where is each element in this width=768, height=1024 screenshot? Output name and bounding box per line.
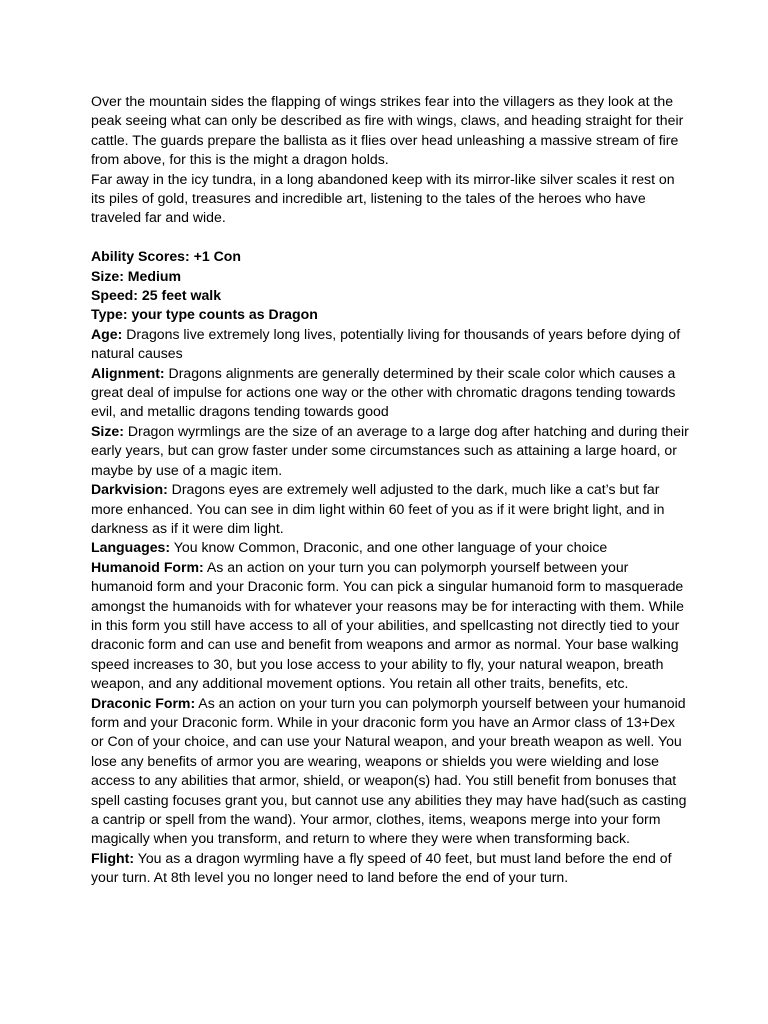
trait-label: Humanoid Form:	[91, 558, 204, 575]
intro-paragraph-2: Far away in the icy tundra, in a long abandoned keep with its mirror-like silver scales it rest on its piles of gold, treasures and incredible art, listening to the tales of the heroes who have traveled far and wide.	[91, 170, 675, 226]
trait-label: Languages:	[91, 539, 171, 556]
blank-line	[91, 228, 691, 247]
trait-label: Alignment:	[91, 364, 165, 381]
trait-languages	[91, 538, 691, 557]
trait-text: Dragons live extremely long lives, potentially living for thousands of years before dying of natural causes	[91, 325, 681, 362]
trait-size	[91, 422, 691, 480]
trait-humanoid-form	[91, 558, 691, 694]
trait-text: You as a dragon wyrmling have a fly speed of 40 feet, but must land before the end of your turn. At 8th level you no longer need to land before the end of your turn.	[91, 849, 672, 886]
document-page	[91, 92, 691, 888]
trait-age	[91, 325, 691, 364]
trait-text: Dragon wyrmlings are the size of an average to a large dog after hatching and during their early years, but can grow faster under some circumstances such as attaining a large hoard, or maybe by use of a magic item.	[91, 422, 689, 478]
trait-text: As an action on your turn you can polymorph yourself between your humanoid form and your Draconic form. You can pick a singular humanoid form to masquerade amongst the humanoids with for whatever your reasons may be for interacting with them. While in this form you still have access to all of your abilities, and spellcasting not directly tied to your draconic form and can use and benefit from weapons and armor as normal. Your base walking speed increases to 30, but you lose access to your ability to fly, your natural weapon, breath weapon, and any additional movement options. You retain all other traits, benefits, etc.	[91, 558, 684, 692]
stat-speed: Speed: 25 feet walk	[91, 287, 222, 304]
trait-label: Size:	[91, 422, 124, 439]
trait-text: As an action on your turn you can polymorph yourself between your humanoid form and your Draconic form. While in your draconic form you have an Armor class of 13+Dex or Con of your choice, and can use your Natural weapon, and your breath weapon as well. You lose any benefits of armor you are wearing, weapons or shields you were wielding and lose access to any abilities that armor, shield, or weapon(s) had. You still benefit from bonuses that spell casting focuses grant you, but cannot use any abilities they may have had(such as casting a cantrip or spell from the wand). Your armor, clothes, items, weapons merge into your form magically when you transform, and return to where they were when transforming back.	[91, 694, 687, 847]
stat-size: Size: Medium	[91, 267, 182, 284]
stat-type: Type: your type counts as Dragon	[91, 306, 318, 323]
trait-flight	[91, 849, 691, 888]
stat-ability-scores: Ability Scores: +1 Con	[91, 248, 241, 265]
trait-label: Age:	[91, 325, 123, 342]
trait-label: Darkvision:	[91, 481, 168, 498]
intro-paragraph-1: Over the mountain sides the flapping of wings strikes fear into the villagers as they look at the peak seeing what can only be described as fire with wings, claws, and heading straight for their cattle. The guards prepare the ballista as it flies over head unleashing a massive stream of fire from above, for this is the might a dragon holds.	[91, 93, 684, 168]
trait-label: Draconic Form:	[91, 694, 196, 711]
trait-darkvision	[91, 480, 691, 538]
trait-text: Dragons eyes are extremely well adjusted to the dark, much like a cat’s but far more enhanced. You can see in dim light within 60 feet of you as if it were bright light, and in darkness as if it were dim light.	[91, 481, 665, 536]
trait-text: Dragons alignments are generally determined by their scale color which causes a great deal of impulse for actions one way or the other with chromatic dragons tending towards evil, and metallic dragons tending towards good	[91, 364, 676, 420]
trait-label: Flight:	[91, 849, 135, 866]
trait-text: You know Common, Draconic, and one other language of your choice	[170, 539, 608, 556]
trait-alignment	[91, 364, 691, 422]
trait-draconic-form	[91, 694, 691, 849]
